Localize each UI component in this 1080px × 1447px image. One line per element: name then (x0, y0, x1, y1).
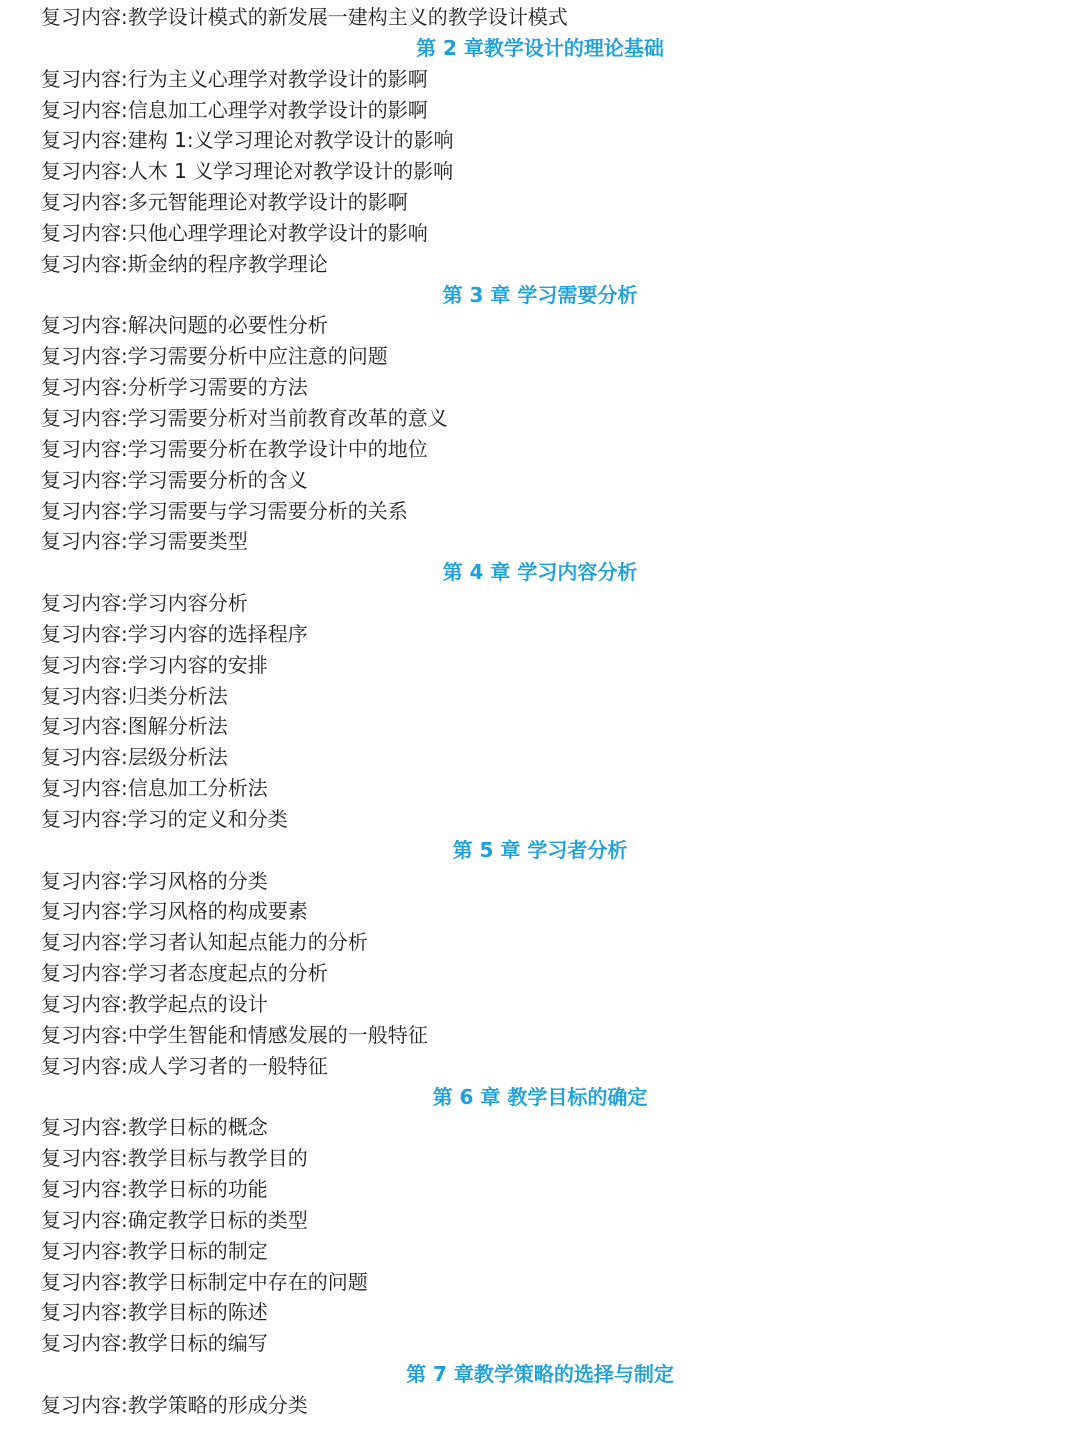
review-item: 复习内容:教学设计模式的新发展一建构主义的教学设计模式 (41, 5, 568, 29)
review-item: 复习内容:多元智能理论对教学设计的影啊 (41, 190, 408, 215)
chapter-heading: 第 4 章 学习内容分析 (442, 560, 638, 585)
review-item: 复习内容:教学日标的制定 (41, 1238, 268, 1263)
chapter-heading: 第 7 章教学策略的选择与制定 (406, 1362, 674, 1387)
review-item: 复习内容:中学生智能和情感发展的一般特征 (41, 1022, 428, 1047)
review-item: 复习内容:学习需要分析在教学设计中的地位 (41, 436, 428, 461)
review-item: 复习内容:归类分析法 (41, 683, 228, 708)
review-item: 复习内容:学习内容分析 (41, 591, 248, 616)
review-item: 复习内容:分析学习需要的方法 (41, 375, 308, 400)
review-item: 复习内容:学习内容的选择程序 (41, 621, 308, 646)
review-item: 复习内容:教学目标的陈述 (41, 1300, 268, 1325)
review-item: 复习内容:教学日标制定中存在的问题 (41, 1269, 368, 1294)
review-item: 复习内容:建构 1:义学习理论对教学设计的影响 (41, 128, 454, 153)
chapter-heading: 第 3 章 学习需要分析 (442, 282, 638, 307)
review-item: 复习内容:信息加工心理学对教学设计的影啊 (41, 97, 428, 122)
chapter-heading: 第 5 章 学习者分析 (452, 837, 628, 862)
chapter-heading: 第 2 章教学设计的理论基础 (416, 35, 664, 60)
review-item: 复习内容:学习的定义和分类 (41, 806, 288, 831)
review-item: 复习内容:学习需要类型 (41, 529, 248, 554)
review-item: 复习内容:解决问题的必要性分析 (41, 313, 328, 338)
review-item: 复习内容:教学日标的概念 (41, 1115, 268, 1140)
review-item: 复习内容:教学日标的功能 (41, 1177, 268, 1202)
review-item: 复习内容:学习风格的构成要素 (41, 899, 308, 924)
review-item: 复习内容:学习者认知起点能力的分析 (41, 930, 368, 955)
review-item: 复习内容:学习风格的分类 (41, 868, 268, 893)
review-item: 复习内容:教学日标的编写 (41, 1331, 268, 1356)
review-item: 复习内容:层级分析法 (41, 745, 228, 770)
document-page (0, 2, 1080, 1421)
review-item: 复习内容:学习需要分析中应注意的问题 (41, 344, 388, 369)
review-item: 复习内容:人木 1 义学习理论对教学设计的影响 (41, 159, 454, 184)
review-item: 复习内容:教学起点的设计 (41, 992, 268, 1016)
review-item: 复习内容:教学目标与教学目的 (41, 1146, 308, 1171)
review-item: 复习内容:图解分析法 (41, 714, 228, 739)
review-item: 复习内容:学习需要分析对当前教育改革的意义 (41, 405, 448, 430)
review-item: 复习内容:确定教学日标的类型 (41, 1207, 308, 1232)
review-item: 复习内容:学习内容的安排 (41, 652, 268, 677)
review-item: 复习内容:只他心理学理论对教学设计的影响 (41, 220, 428, 245)
chapter-heading: 第 6 章 教学目标的确定 (432, 1084, 648, 1109)
review-item: 复习内容:学习需要与学习需要分析的关系 (41, 498, 408, 523)
review-item: 复习内容:学习需要分析的含义 (41, 467, 308, 492)
review-item: 复习内容:信息加工分析法 (41, 776, 268, 801)
review-item: 复习内容:成人学习者的一般特征 (41, 1053, 328, 1078)
review-item: 复习内容:斯金纳的程序教学理论 (41, 251, 328, 276)
review-item: 复习内容:学习者态度起点的分析 (41, 961, 328, 986)
review-item: 复习内容:行为主义心理学对教学设计的影啊 (41, 66, 428, 91)
review-item: 复习内容:教学策略的形成分类 (41, 1392, 308, 1417)
